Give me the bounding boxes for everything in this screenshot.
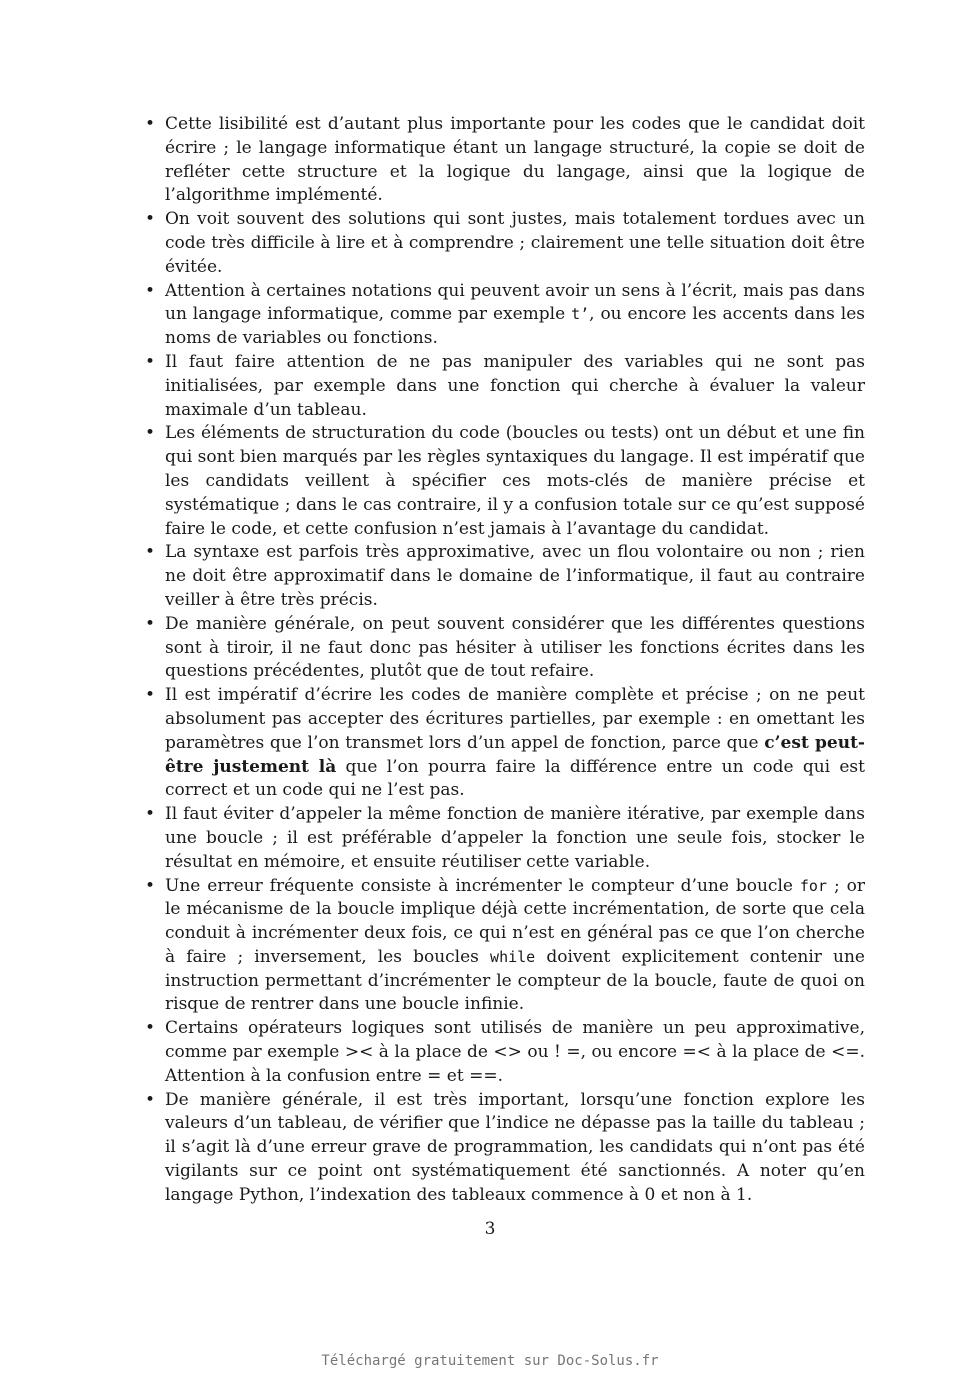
list-item: • La syntaxe est parfois très approximative, avec un flou volontaire ou non ; rien ne doit être approximatif dans le domaine de l’informatique, il faut au contraire veiller à être très précis. [143,541,865,612]
inline-code: for [799,876,827,895]
list-item: • Cette lisibilité est d’autant plus importante pour les codes que le candidat doit écrire ; le langage informatique étant un langage structuré, la copie se doit de refléter cette structure et la logique du langage, ainsi que la logique de l’algorithme implémenté. [143,113,865,208]
list-item: • On voit souvent des solutions qui sont justes, mais totalement tordues avec un code très difficile à lire et à comprendre ; clairement une telle situation doit être évitée. [143,208,865,279]
list-item: • Une erreur fréquente consiste à incrémenter le compteur d’une boucle for ; or le mécanisme de la boucle implique déjà cette incrémentation, de sorte que cela conduit à incrémenter deux fois, ce qui n’est en général pas ce que l’on cherche à faire ; inversement, les boucles while doivent explicitement contenir une instruction permettant d’incrémenter le compteur de la boucle, faute de quoi on risque de rentrer dans une boucle infinie. [143,875,865,1018]
list-item: • De manière générale, on peut souvent considérer que les différentes questions sont à tiroir, il ne faut donc pas hésiter à utiliser les fonctions écrites dans les questions précédentes, plutôt que de tout refaire. [143,613,865,684]
list-item: • Il est impératif d’écrire les codes de manière complète et précise ; on ne peut absolument pas accepter des écritures partielles, par exemple : en omettant les paramètres que l’on transmet lors d’un appel de fonction, parce que c’est peut-être justement là que l’on pourra faire la différence entre un code qui est correct et un code qui ne l’est pas. [143,684,865,803]
page-number: 3 [484,1219,496,1239]
remarks-list [143,113,865,1208]
document-body [143,113,865,1208]
list-item: • Les éléments de structuration du code (boucles ou tests) ont un début et une fin qui sont bien marqués par les règles syntaxiques du langage. Il est impératif que les candidats veillent à spécifier ces mots-clés de manière précise et systématique ; dans le cas contraire, il y a confusion totale sur ce qu’est supposé faire le code, et cette confusion n’est jamais à l’avantage du candidat. [143,422,865,541]
list-item: • Certains opérateurs logiques sont utilisés de manière un peu approximative, comme par exemple >< à la place de <> ou ! =, ou encore =< à la place de <=. Attention à la confusion entre = et ==. [143,1017,865,1088]
list-item: • Il faut faire attention de ne pas manipuler des variables qui ne sont pas initialisées, par exemple dans une fonction qui cherche à évaluer la valeur maximale d’un tableau. [143,351,865,422]
inline-code: while [490,947,536,966]
inline-code: t’ [571,305,590,324]
footer-watermark: Téléchargé gratuitement sur Doc-Solus.fr [321,1353,659,1369]
emphasis: c’est peut-être justement là [165,732,865,777]
list-item: • Attention à certaines notations qui peuvent avoir un sens à l’écrit, mais pas dans un langage informatique, comme par exemple t’, ou encore les accents dans les noms de variables ou fonctions. [143,280,865,351]
list-item: • Il faut éviter d’appeler la même fonction de manière itérative, par exemple dans une boucle ; il est préférable d’appeler la fonction une seule fois, stocker le résultat en mémoire, et ensuite réutiliser cette variable. [143,803,865,874]
list-item: • De manière générale, il est très important, lorsqu’une fonction explore les valeurs d’un tableau, de vérifier que l’indice ne dépasse pas la taille du tableau ; il s’agit là d’une erreur grave de programmation, les candidats qui n’ont pas été vigilants sur ce point ont systématiquement été sanctionnés. A noter qu’en langage Python, l’indexation des tableaux commence à 0 et non à 1. [143,1089,865,1208]
